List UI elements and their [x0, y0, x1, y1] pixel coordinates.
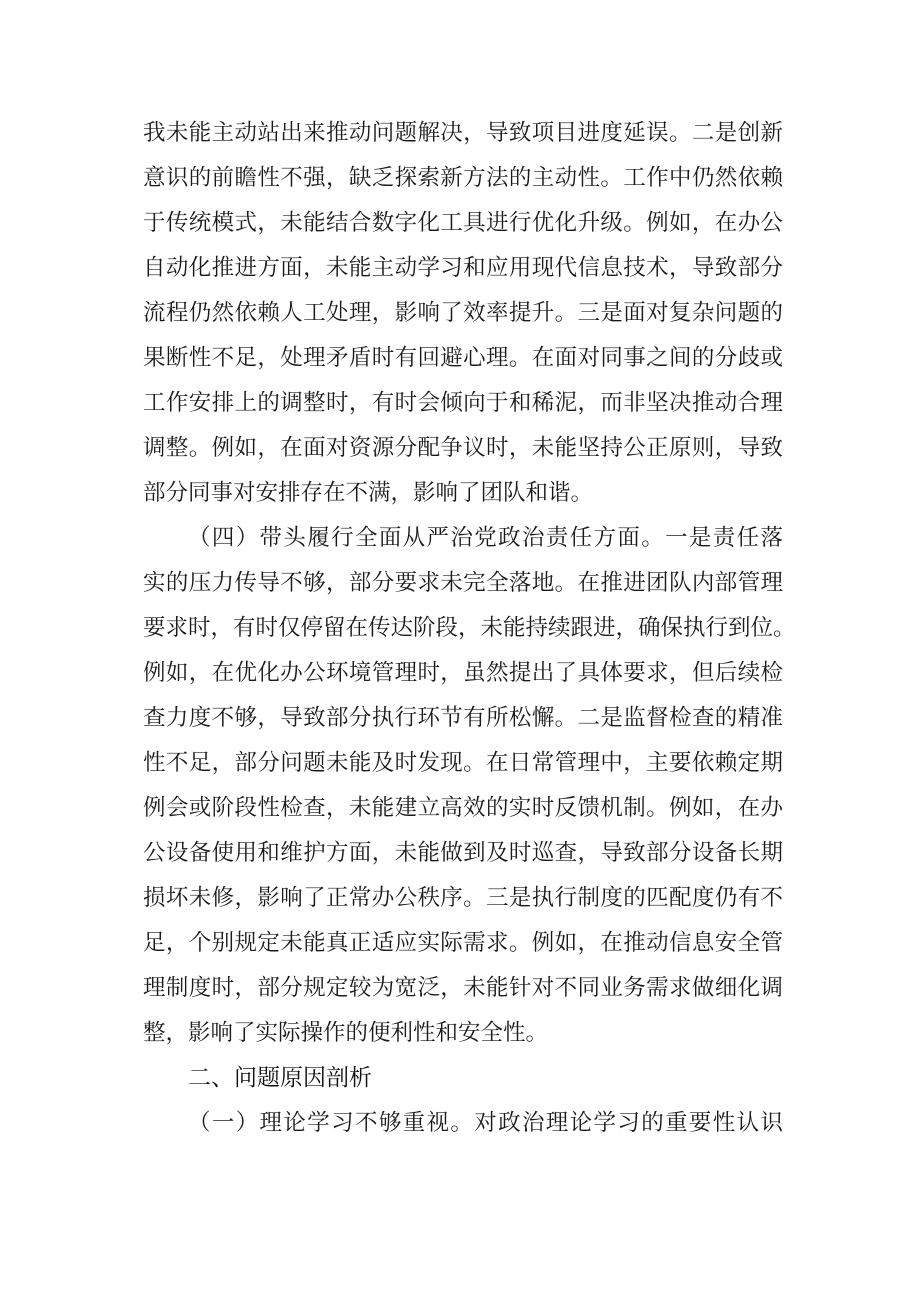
paragraph-1-line-9: 部分同事对安排存在不满，影响了团队和谐。	[143, 480, 594, 506]
paragraph-1-line-7: 工作安排上的调整时，有时会倾向于和稀泥，而非坚决推动合理	[143, 390, 783, 416]
paragraph-2-line-9: 损坏未修，影响了正常办公秩序。三是执行制度的匹配度仍有不	[143, 885, 783, 911]
paragraph-2-line-1: （四）带头履行全面从严治党政治责任方面。一是责任落	[188, 525, 783, 551]
paragraph-2-line-6: 性不足，部分问题未能及时发现。在日常管理中，主要依赖定期	[143, 750, 783, 776]
paragraph-1-line-3: 于传统模式，未能结合数字化工具进行优化升级。例如，在办公	[143, 210, 783, 236]
section-heading: 二、问题原因剖析	[188, 1065, 372, 1091]
paragraph-1-line-2: 意识的前瞻性不强，缺乏探索新方法的主动性。工作中仍然依赖	[143, 165, 783, 191]
paragraph-2-line-7: 例会或阶段性检查，未能建立高效的实时反馈机制。例如，在办	[143, 795, 783, 821]
paragraph-1-line-6: 果断性不足，处理矛盾时有回避心理。在面对同事之间的分歧或	[143, 345, 783, 371]
paragraph-2-line-12: 整，影响了实际操作的便利性和安全性。	[143, 1020, 549, 1046]
paragraph-3-line-1: （一）理论学习不够重视。对政治理论学习的重要性认识	[188, 1110, 783, 1136]
paragraph-2-line-4: 例如，在优化办公环境管理时，虽然提出了具体要求，但后续检	[143, 660, 783, 686]
paragraph-2-line-10: 足，个别规定未能真正适应实际需求。例如，在推动信息安全管	[143, 930, 783, 956]
paragraph-1-line-4: 自动化推进方面，未能主动学习和应用现代信息技术，导致部分	[143, 255, 783, 281]
paragraph-1-line-5: 流程仍然依赖人工处理，影响了效率提升。三是面对复杂问题的	[143, 300, 783, 326]
paragraph-2-line-2: 实的压力传导不够，部分要求未完全落地。在推进团队内部管理	[143, 570, 783, 596]
paragraph-2-line-8: 公设备使用和维护方面，未能做到及时巡查，导致部分设备长期	[143, 840, 783, 866]
paragraph-2-line-11: 理制度时，部分规定较为宽泛，未能针对不同业务需求做细化调	[143, 975, 783, 1001]
paragraph-2-line-3: 要求时，有时仅停留在传达阶段，未能持续跟进，确保执行到位。	[143, 615, 796, 641]
paragraph-1-line-1: 我未能主动站出来推动问题解决，导致项目进度延误。二是创新	[143, 120, 783, 146]
paragraph-2-line-5: 查力度不够，导致部分执行环节有所松懈。二是监督检查的精准	[143, 705, 783, 731]
paragraph-1-line-8: 调整。例如，在面对资源分配争议时，未能坚持公正原则，导致	[143, 435, 783, 461]
